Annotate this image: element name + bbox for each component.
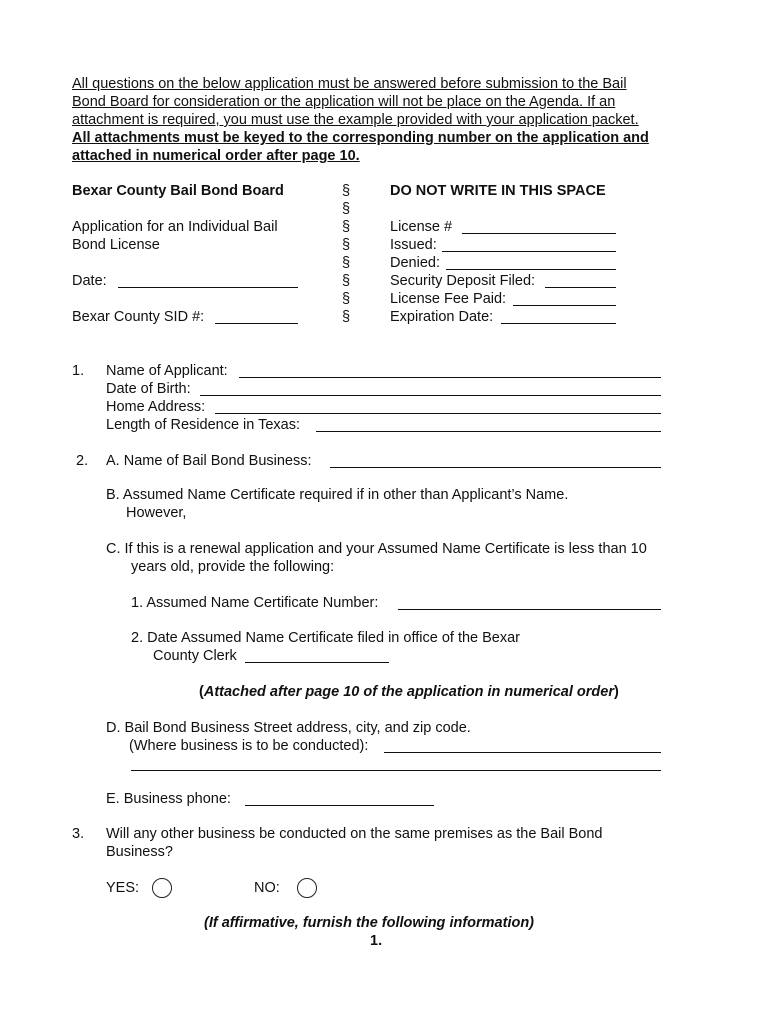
business-phone-label: E. Business phone: xyxy=(106,791,231,807)
attached-note: (Attached after page 10 of the application in numerical order) xyxy=(199,684,619,700)
no-radio[interactable] xyxy=(297,878,317,898)
license-field xyxy=(462,233,616,234)
q3-number: 3. xyxy=(72,826,85,842)
page-number: 1. xyxy=(370,933,383,949)
intro-bold-line-1: All attachments must be keyed to the corresponding number on the application and xyxy=(72,130,649,146)
dob-label: Date of Birth: xyxy=(106,381,191,397)
date-label: Date: xyxy=(72,273,107,289)
q2-c-line-2: years old, provide the following: xyxy=(131,559,335,575)
application-title-line-1: Application for an Individual Bail xyxy=(72,219,278,235)
expiration-field xyxy=(501,323,616,324)
yes-label: YES: xyxy=(106,880,140,896)
sid-label: Bexar County SID #: xyxy=(72,309,205,325)
deposit-label: Security Deposit Filed: xyxy=(390,273,536,289)
deposit-field xyxy=(545,287,616,288)
q2-d-line-1: D. Bail Bond Business Street address, city, and zip code. xyxy=(106,720,471,736)
fee-label: License Fee Paid: xyxy=(390,291,507,307)
q3-line-2: Business? xyxy=(106,844,173,860)
date-field[interactable] xyxy=(118,287,298,288)
certificate-date-line-1: 2. Date Assumed Name Certificate filed in office of the Bexar xyxy=(131,630,521,646)
section-mark: § xyxy=(342,273,351,289)
license-label: License # xyxy=(390,219,453,235)
section-mark: § xyxy=(342,237,351,253)
section-mark: § xyxy=(342,183,351,199)
intro-bold-line-2: attached in numerical order after page 10. xyxy=(72,148,360,164)
affirmative-note: (If affirmative, furnish the following information) xyxy=(204,915,535,931)
business-address-label: (Where business is to be conducted): xyxy=(129,738,369,754)
no-label: NO: xyxy=(254,880,280,896)
dob-field[interactable] xyxy=(200,395,661,396)
q1-number: 1. xyxy=(72,363,85,379)
section-mark: § xyxy=(342,309,351,325)
home-address-field[interactable] xyxy=(215,413,661,414)
home-address-label: Home Address: xyxy=(106,399,206,415)
business-name-label: A. Name of Bail Bond Business: xyxy=(106,453,312,469)
section-mark: § xyxy=(342,201,351,217)
applicant-name-label: Name of Applicant: xyxy=(106,363,228,379)
business-phone-field[interactable] xyxy=(245,805,434,806)
issued-label: Issued: xyxy=(390,237,437,253)
yes-radio[interactable] xyxy=(152,878,172,898)
certificate-date-field[interactable] xyxy=(245,662,389,663)
q2-c-line-1: C. If this is a renewal application and your Assumed Name Certificate is less than 10 xyxy=(106,541,647,557)
q2-number: 2. xyxy=(76,453,89,469)
business-address-field[interactable] xyxy=(384,752,661,753)
residence-length-label: Length of Residence in Texas: xyxy=(106,417,301,433)
q2-b-line-2: However, xyxy=(126,505,187,521)
q2-b-line-1: B. Assumed Name Certificate required if in other than Applicant’s Name. xyxy=(106,487,569,503)
section-mark: § xyxy=(342,219,351,235)
certificate-number-label: 1. Assumed Name Certificate Number: xyxy=(131,595,379,611)
section-mark: § xyxy=(342,291,351,307)
office-use-title: DO NOT WRITE IN THIS SPACE xyxy=(390,183,606,199)
business-address-field-2[interactable] xyxy=(131,770,661,771)
denied-label: Denied: xyxy=(390,255,440,271)
issued-field xyxy=(442,251,616,252)
intro-line-3: attachment is required, you must use the example provided with your application packet. xyxy=(72,112,639,128)
business-name-field[interactable] xyxy=(330,467,661,468)
intro-line-2: Bond Board for consideration or the application will not be place on the Agenda. If an xyxy=(72,94,616,110)
certificate-date-line-2: County Clerk xyxy=(153,648,237,664)
certificate-number-field[interactable] xyxy=(398,609,661,610)
expiration-label: Expiration Date: xyxy=(390,309,494,325)
q3-line-1: Will any other business be conducted on the same premises as the Bail Bond xyxy=(106,826,603,842)
applicant-name-field[interactable] xyxy=(239,377,661,378)
application-title-line-2: Bond License xyxy=(72,237,160,253)
sid-field[interactable] xyxy=(215,323,298,324)
fee-field xyxy=(513,305,616,306)
residence-length-field[interactable] xyxy=(316,431,661,432)
section-mark: § xyxy=(342,255,351,271)
denied-field xyxy=(446,269,616,270)
board-title: Bexar County Bail Bond Board xyxy=(72,183,284,199)
intro-line-1: All questions on the below application must be answered before submission to the Bail xyxy=(72,76,627,92)
